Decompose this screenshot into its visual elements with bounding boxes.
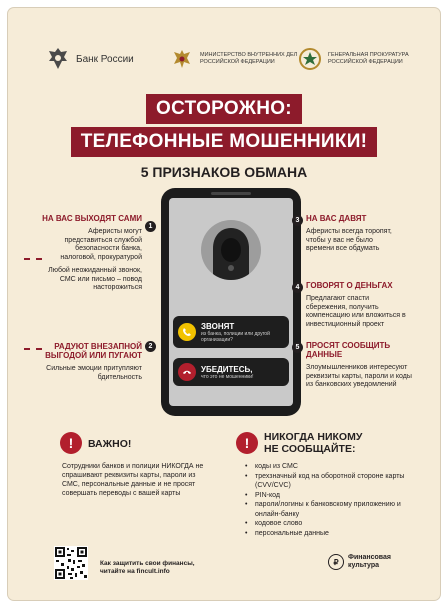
sign-4-number: 4 [292, 282, 303, 293]
never-list [245, 462, 420, 538]
important-icon-wrap [60, 432, 82, 454]
important-title: ВАЖНО! [88, 438, 132, 450]
sign-1-text1: Аферисты могут представиться службой безопасности банка, налоговой, прокуратурой [60, 228, 142, 261]
mvd-name: МИНИСТЕРСТВО ВНУТРЕННИХ ДЕЛ РОССИЙСКОЙ ФЕДЕРАЦИИ [200, 52, 298, 65]
call2-title: УБЕДИТЕСЬ, [201, 364, 253, 374]
sign-3-number: 3 [292, 215, 303, 226]
sign-1-number: 1 [145, 221, 156, 232]
sign-2-arrow [24, 348, 42, 350]
qr-code[interactable] [54, 546, 88, 580]
phone-answer-icon [178, 323, 196, 341]
list-item: • пароли/логины к банковскому приложению и онлайн-банку [245, 500, 420, 519]
qr-caption-line-1: Как защитить свои финансы, [100, 560, 195, 567]
sign-3-text1: Аферисты всегда торопят, чтобы у вас не было времени все обдумать [306, 228, 392, 252]
hooded-caller-icon [201, 220, 261, 280]
list-item: • кодовое слово [245, 519, 420, 529]
call2-sub: что это не мошенники! [201, 373, 254, 380]
title-line-2: ТЕЛЕФОННЫЕ МОШЕННИКИ! [71, 127, 378, 157]
sign-4-title: ГОВОРЯТ О ДЕНЬГАХ [306, 281, 393, 290]
call1-title: ЗВОНЯТ [201, 321, 235, 331]
sign-2 [42, 342, 142, 382]
sign-1 [42, 214, 142, 293]
never-title-2: НЕ СООБЩАЙТЕ: [264, 443, 356, 455]
poster [8, 8, 440, 600]
phone-illustration [161, 188, 301, 416]
sign-5-number: 5 [292, 342, 303, 353]
sign-2-number: 2 [145, 341, 156, 352]
double-eagle-icon [46, 46, 70, 72]
mvd-logo [170, 46, 300, 72]
exclamation-icon: ! [236, 432, 258, 454]
exclamation-icon: ! [60, 432, 82, 454]
sign-1-text2: Любой неожиданный звонок, СМС или письмо – повод насторожиться [48, 267, 142, 291]
qr-caption-line-2: читайте на fincult.info [100, 568, 170, 575]
list-item: • трехзначный код на оборотной стороне карты (CVV/CVC) [245, 472, 420, 491]
title-line-1: ОСТОРОЖНО: [146, 94, 302, 124]
logo-row [46, 46, 410, 76]
sign-3-title: НА ВАС ДАВЯТ [306, 214, 367, 223]
phone-screen [169, 198, 293, 406]
ruble-icon: ₽ [328, 554, 344, 570]
fincult-line-1: Финансовая [348, 554, 391, 561]
sign-2-title: РАДУЮТ ВНЕЗАПНОЙ ВЫГОДОЙ ИЛИ ПУГАЮТ [45, 342, 142, 360]
bank-name: Банк России [76, 53, 134, 65]
prosecutor-name: ГЕНЕРАЛЬНАЯ ПРОКУРАТУРА РОССИЙСКОЙ ФЕДЕРАЦИИ [328, 52, 409, 65]
sign-5-text1: Злоумышленников интересуют реквизиты карты, пароли и коды из банковских уведомлений [306, 364, 412, 388]
phone-speaker [211, 192, 251, 195]
sign-2-text1: Сильные эмоции притупляют бдительность [46, 365, 142, 381]
never-icon-wrap [236, 432, 258, 454]
incoming-call-box [173, 316, 289, 348]
prosecutor-emblem-icon [298, 46, 322, 72]
sign-5 [306, 341, 418, 390]
sign-3 [306, 214, 398, 254]
fincult-logo [328, 554, 398, 570]
sign-5-title: ПРОСЯТ СООБЩИТЬ ДАННЫЕ [306, 341, 391, 359]
list-item: • персональные данные [245, 529, 420, 539]
list-item: • коды из СМС [245, 462, 420, 472]
prosecutor-logo [298, 46, 428, 72]
title-block [8, 94, 440, 157]
verify-call-box [173, 358, 289, 386]
qr-caption [100, 560, 195, 576]
sign-4 [306, 281, 406, 329]
mvd-eagle-icon [170, 46, 194, 72]
sign-4-text1: Предлагают спасти сбережения, получить компенсацию или вложиться в инвестиционный проект [306, 295, 406, 328]
sign-1-arrow [24, 258, 42, 260]
subtitle: 5 ПРИЗНАКОВ ОБМАНА [140, 164, 308, 180]
fincult-line-2: культура [348, 562, 380, 569]
call1-sub: из банка, полиции или другой организации? [201, 330, 270, 343]
list-item: • PIN-код [245, 491, 420, 501]
important-text: Сотрудники банков и полиции НИКОГДА не спрашивают реквизиты карты, пароли из СМС, персональные данные и не просят совершать переводы с вашей карты [62, 463, 204, 497]
sign-1-title: НА ВАС ВЫХОДЯТ САМИ [42, 214, 142, 223]
bank-of-russia-logo [46, 46, 134, 72]
phone-hangup-icon [178, 363, 196, 381]
never-title-1: НИКОГДА НИКОМУ [264, 431, 363, 443]
